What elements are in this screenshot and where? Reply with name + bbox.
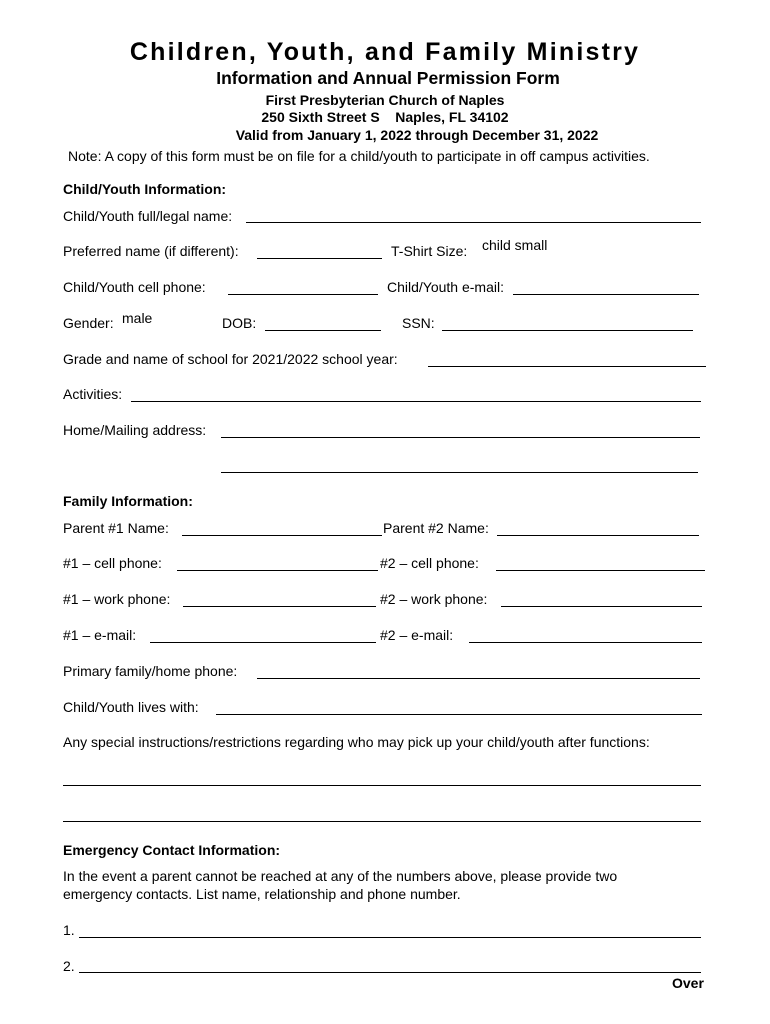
parent2-cell-field[interactable] — [496, 553, 705, 571]
parent1-email-label: #1 – e-mail: — [63, 627, 137, 643]
parent1-cell-label: #1 – cell phone: — [63, 555, 162, 571]
activities-label: Activities: — [63, 386, 123, 402]
section-heading-emergency: Emergency Contact Information: — [63, 842, 281, 858]
lives-with-field[interactable] — [216, 697, 702, 715]
over-label: Over — [672, 975, 704, 991]
emergency-contact2-field[interactable] — [79, 955, 701, 973]
address-field-line2[interactable] — [221, 455, 698, 473]
gender-field[interactable]: male — [122, 310, 153, 326]
school-field[interactable] — [428, 349, 706, 367]
full-name-label: Child/Youth full/legal name: — [63, 208, 233, 224]
address-label: Home/Mailing address: — [63, 422, 207, 438]
activities-field[interactable] — [131, 384, 701, 402]
ssn-label: SSN: — [402, 315, 435, 331]
form-title: Children, Youth, and Family Ministry — [129, 38, 641, 66]
tshirt-size-field[interactable]: child small — [482, 237, 548, 253]
dob-label: DOB: — [222, 315, 257, 331]
valid-period: Valid from January 1, 2022 through December 31, 2022 — [235, 127, 599, 143]
section-heading-family: Family Information: — [63, 493, 193, 509]
emergency-contact1-label: 1. — [63, 922, 75, 938]
parent2-email-label: #2 – e-mail: — [380, 627, 454, 643]
parent1-cell-field[interactable] — [177, 553, 378, 571]
pickup-instructions-field-line2[interactable] — [63, 804, 701, 822]
parent1-name-field[interactable] — [182, 518, 382, 536]
child-cell-field[interactable] — [228, 277, 378, 295]
dob-field[interactable] — [265, 313, 381, 331]
emergency-intro-line2: emergency contacts. List name, relationship and phone number. — [63, 886, 461, 902]
tshirt-size-label: T-Shirt Size: — [391, 243, 468, 259]
parent2-cell-label: #2 – cell phone: — [380, 555, 479, 571]
child-cell-label: Child/Youth cell phone: — [63, 279, 206, 295]
parent1-email-field[interactable] — [150, 625, 376, 643]
child-email-label: Child/Youth e-mail: — [387, 279, 504, 295]
emergency-contact1-field[interactable] — [79, 920, 701, 938]
form-subtitle: Information and Annual Permission Form — [216, 68, 560, 88]
parent1-work-field[interactable] — [183, 589, 376, 607]
parent1-work-label: #1 – work phone: — [63, 591, 171, 607]
parent2-work-field[interactable] — [501, 589, 702, 607]
emergency-contact2-label: 2. — [63, 958, 75, 974]
parent2-name-label: Parent #2 Name: — [383, 520, 489, 536]
section-heading-child: Child/Youth Information: — [63, 181, 227, 197]
gender-label: Gender: — [63, 315, 114, 331]
pickup-instructions-label: Any special instructions/restrictions regarding who may pick up your child/youth after functions: — [63, 734, 650, 750]
pickup-instructions-field-line1[interactable] — [63, 768, 701, 786]
preferred-name-field[interactable] — [257, 241, 382, 259]
parent2-work-label: #2 – work phone: — [380, 591, 488, 607]
home-phone-field[interactable] — [257, 661, 700, 679]
parent2-email-field[interactable] — [469, 625, 702, 643]
ssn-field[interactable] — [442, 313, 693, 331]
church-name: First Presbyterian Church of Naples — [265, 92, 505, 108]
parent1-name-label: Parent #1 Name: — [63, 520, 169, 536]
parent2-name-field[interactable] — [497, 518, 699, 536]
school-label: Grade and name of school for 2021/2022 school year: — [63, 351, 398, 367]
child-email-field[interactable] — [513, 277, 699, 295]
address-field-line1[interactable] — [221, 420, 700, 438]
church-address: 250 Sixth Street S Naples, FL 34102 — [261, 109, 509, 125]
preferred-name-label: Preferred name (if different): — [63, 243, 239, 259]
full-name-field[interactable] — [246, 205, 701, 223]
lives-with-label: Child/Youth lives with: — [63, 699, 199, 715]
emergency-intro-line1: In the event a parent cannot be reached at any of the numbers above, please provide two — [63, 868, 618, 884]
form-note: Note: A copy of this form must be on file for a child/youth to participate in off campus activities. — [68, 148, 650, 164]
home-phone-label: Primary family/home phone: — [63, 663, 238, 679]
